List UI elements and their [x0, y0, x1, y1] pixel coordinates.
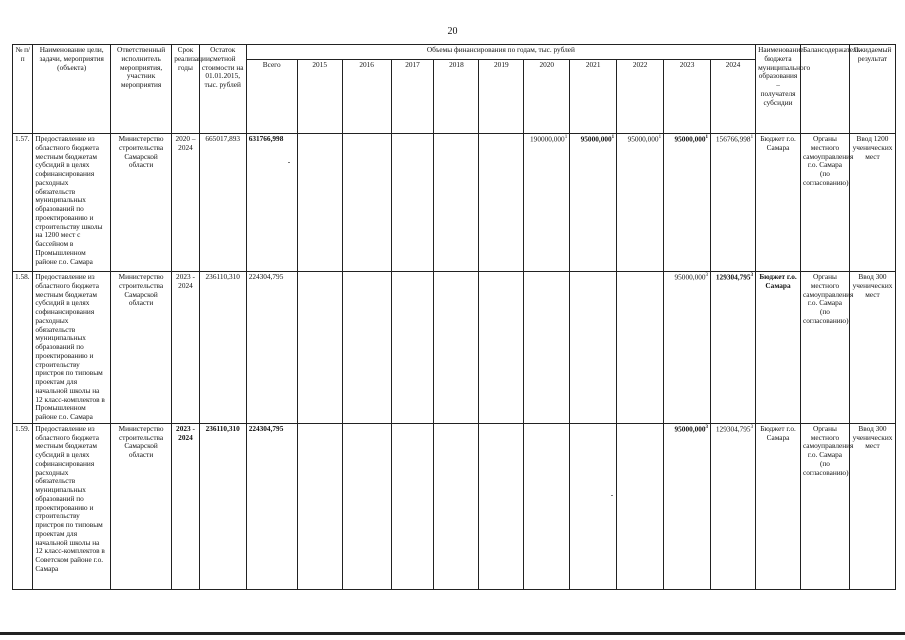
row-budget: Бюджет г.о. Самара [756, 272, 801, 424]
row-y2018 [434, 423, 479, 589]
row-y2021 [570, 272, 617, 424]
row-num: 1.58. [13, 272, 33, 424]
row-y2021: 95000,000$^1$ [570, 134, 617, 272]
row-y2015 [297, 423, 342, 589]
row-holder: Органы местного самоуправления г.о. Самара (по согласованию) [800, 423, 849, 589]
row-total: 224304,795 [246, 272, 297, 424]
row-y2023: 95000,000$^1$ [664, 134, 711, 272]
row-rest: 236110,310 [199, 272, 246, 424]
table-row [13, 272, 896, 424]
row-y2016 [342, 272, 391, 424]
row-y2017 [391, 134, 434, 272]
header-year: 2018 [434, 60, 479, 134]
header-term: Срок реализации, годы [172, 45, 200, 134]
row-y2023: 95000,000$^3$ [664, 423, 711, 589]
row-total: 224304,795 [246, 423, 297, 589]
header-rest: Остаток сметной стоимости на 01.01.2015, тыс. рублей [199, 45, 246, 134]
page-number: 20 [447, 26, 458, 37]
header-name: Наименование цели, задачи, мероприятия (объекта) [33, 45, 111, 134]
row-responsible: Министерство строительства Самарской области [110, 272, 171, 424]
row-y2018 [434, 134, 479, 272]
row-y2020 [524, 423, 570, 589]
row-term: 2023 - 2024 [172, 423, 200, 589]
row-y2020 [524, 272, 570, 424]
header-holder: Балансодержатель [800, 45, 849, 134]
page-bottom-edge [0, 632, 905, 635]
row-y2024: 129304,795$^3$ [711, 272, 756, 424]
row-term: 2023 - 2024 [172, 272, 200, 424]
row-holder: Органы местного самоуправления г.о. Самара (по согласованию) [800, 272, 849, 424]
header-total: Всего [246, 60, 297, 134]
row-y2017 [391, 423, 434, 589]
row-y2023: 95000,000$^3$ [664, 272, 711, 424]
row-y2022: 95000,000$^1$ [617, 134, 664, 272]
row-y2015 [297, 134, 342, 272]
row-responsible: Министерство строительства Самарской области [110, 423, 171, 589]
row-term: 2020 – 2024 [172, 134, 200, 272]
header-num: № п/п [13, 45, 33, 134]
financing-table [12, 44, 896, 590]
row-y2017 [391, 272, 434, 424]
header-year: 2021 [570, 60, 617, 134]
row-total: 631766,998 [246, 134, 297, 272]
header-year: 2022 [617, 60, 664, 134]
table-row [13, 134, 896, 272]
row-rest: 665017,893 [199, 134, 246, 272]
header-year: 2019 [479, 60, 524, 134]
row-name: Предоставление из областного бюджета местным бюджетам субсидий в целях софинансирования расходных обязательств муниципальных образований по проектированию и строительству пристроя по типовым проектам для начальной школы на 12 класс-комплектов в Советском районе г.о. Самара [33, 423, 111, 589]
header-volumes: Объемы финансирования по годам, тыс. рублей [246, 45, 755, 60]
row-y2019 [479, 134, 524, 272]
header-result: Ожидаемый результат [849, 45, 895, 134]
header-year: 2024 [711, 60, 756, 134]
row-y2018 [434, 272, 479, 424]
row-y2016 [342, 134, 391, 272]
row-y2024: 129304,795$^3$ [711, 423, 756, 589]
header-budget: Наименование бюджета муниципального образования – получателя субсидии [756, 45, 801, 134]
row-result: Ввод 300 ученических мест [849, 272, 895, 424]
header-year: 2016 [342, 60, 391, 134]
row-y2022 [617, 423, 664, 589]
row-rest: 236110,310 [199, 423, 246, 589]
row-y2015 [297, 272, 342, 424]
row-result: Ввод 1200 ученических мест [849, 134, 895, 272]
scan-speck [288, 162, 290, 163]
table-row [13, 423, 896, 589]
row-name: Предоставление из областного бюджета местным бюджетам субсидий в целях софинансирования расходных обязательств муниципальных образований по проектированию и строительству пристроя по типовым проектам для начальной школы на 12 класс-комплектов в Промышленном районе г.о. Самара [33, 272, 111, 424]
row-y2019 [479, 272, 524, 424]
row-budget: Бюджет г.о. Самара [756, 423, 801, 589]
header-year: 2020 [524, 60, 570, 134]
row-holder: Органы местного самоуправления г.о. Самара (по согласованию) [800, 134, 849, 272]
scan-speck [611, 495, 613, 496]
header-year: 2023 [664, 60, 711, 134]
row-num: 1.59. [13, 423, 33, 589]
row-y2024: 156766,998$^1$ [711, 134, 756, 272]
row-y2021 [570, 423, 617, 589]
row-result: Ввод 300 ученических мест [849, 423, 895, 589]
row-num: 1.57. [13, 134, 33, 272]
row-budget: Бюджет г.о. Самара [756, 134, 801, 272]
row-y2016 [342, 423, 391, 589]
header-year: 2017 [391, 60, 434, 134]
row-y2020: 190000,000$^1$ [524, 134, 570, 272]
header-responsible: Ответственный исполнитель мероприятия, участник мероприятия [110, 45, 171, 134]
row-y2019 [479, 423, 524, 589]
row-name: Предоставление из областного бюджета местным бюджетам субсидий в целях софинансирования расходных обязательств муниципальных образований по проектированию и строительству школы на 1200 мест с бассейном в Промышленном районе г.о. Самара [33, 134, 111, 272]
row-responsible: Министерство строительства Самарской области [110, 134, 171, 272]
row-y2022 [617, 272, 664, 424]
header-year: 2015 [297, 60, 342, 134]
